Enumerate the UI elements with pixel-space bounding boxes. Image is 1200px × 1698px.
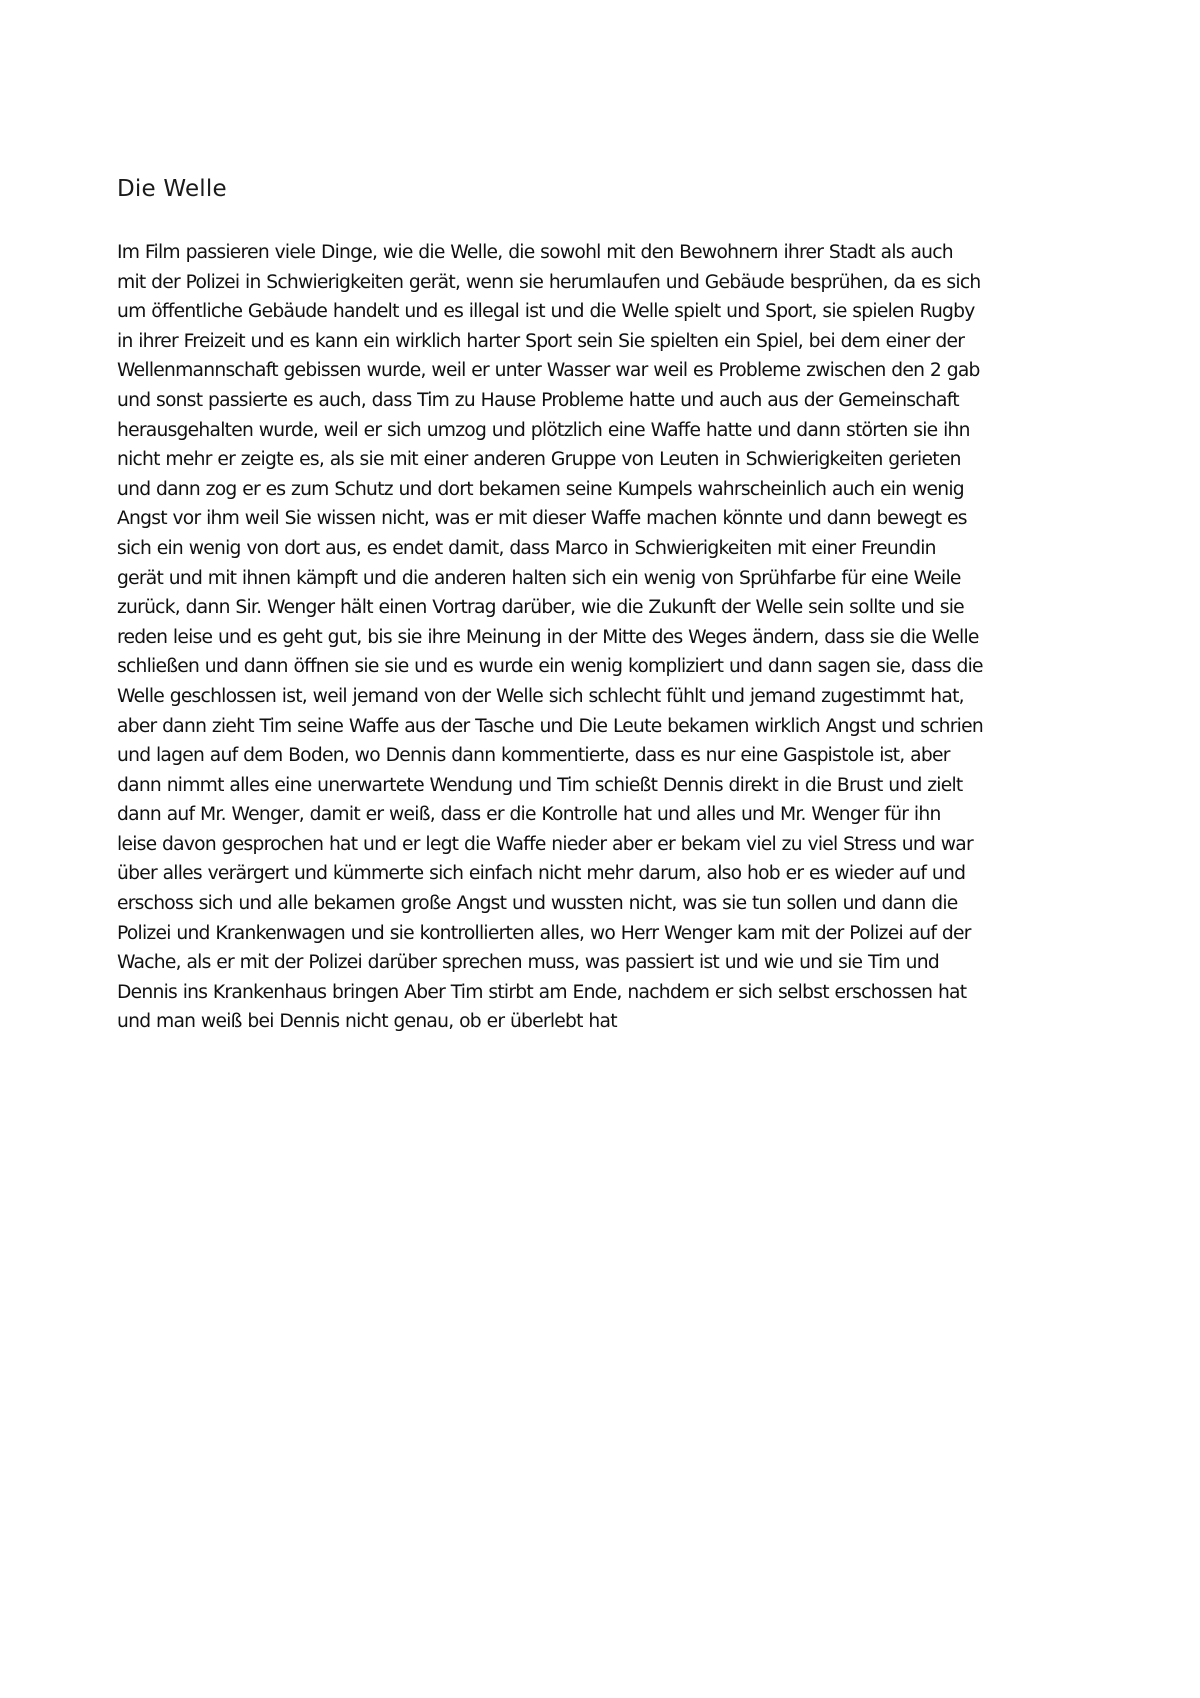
body-line: über alles verärgert und kümmerte sich einfach nicht mehr darum, also hob er es wieder auf und — [117, 863, 966, 885]
body-line: zurück, dann Sir. Wenger hält einen Vortrag darüber, wie die Zukunft der Welle sein sollte und sie — [117, 597, 964, 619]
body-line: dann nimmt alles eine unerwartete Wendung und Tim schießt Dennis direkt in die Brust und zielt — [117, 774, 963, 796]
body-line: und man weiß bei Dennis nicht genau, ob er überlebt hat — [117, 1011, 617, 1033]
body-line: in ihrer Freizeit und es kann ein wirklich harter Sport sein Sie spielten ein Spiel, bei dem einer der — [117, 330, 965, 352]
document-title: Die Welle — [117, 176, 227, 202]
body-line: gerät und mit ihnen kämpft und die anderen halten sich ein wenig von Sprühfarbe für eine Weile — [117, 567, 961, 589]
body-line: Dennis ins Krankenhaus bringen Aber Tim stirbt am Ende, nachdem er sich selbst erschossen hat — [117, 981, 967, 1003]
body-line: Wellenmannschaft gebissen wurde, weil er unter Wasser war weil es Probleme zwischen den 2 gab — [117, 360, 980, 382]
body-line: mit der Polizei in Schwierigkeiten gerät, wenn sie herumlaufen und Gebäude besprühen, da es sich — [117, 271, 981, 293]
body-line: dann auf Mr. Wenger, damit er weiß, dass er die Kontrolle hat und alles und Mr. Wenger für ihn — [117, 804, 941, 826]
body-line: erschoss sich und alle bekamen große Angst und wussten nicht, was sie tun sollen und dann die — [117, 893, 958, 915]
body-line: leise davon gesprochen hat und er legt die Waffe nieder aber er bekam viel zu viel Stress und war — [117, 833, 973, 855]
body-line: aber dann zieht Tim seine Waffe aus der Tasche und Die Leute bekamen wirklich Angst und schrien — [117, 715, 983, 737]
body-line: und lagen auf dem Boden, wo Dennis dann kommentierte, dass es nur eine Gaspistole ist, aber — [117, 745, 950, 767]
body-line: und sonst passierte es auch, dass Tim zu Hause Probleme hatte und auch aus der Gemeinschaft — [117, 389, 959, 411]
document-body — [117, 238, 1107, 1037]
body-line: Welle geschlossen ist, weil jemand von der Welle sich schlecht fühlt und jemand zugestimmt hat, — [117, 685, 964, 707]
body-line: herausgehalten wurde, weil er sich umzog und plötzlich eine Waffe hatte und dann störten sie ihn — [117, 419, 970, 441]
body-line: Angst vor ihm weil Sie wissen nicht, was er mit dieser Waffe machen könnte und dann bewegt es — [117, 508, 967, 530]
body-line: Polizei und Krankenwagen und sie kontrollierten alles, wo Herr Wenger kam mit der Polizei auf der — [117, 922, 971, 944]
body-line: um öffentliche Gebäude handelt und es illegal ist und die Welle spielt und Sport, sie spielen Rugby — [117, 301, 975, 323]
body-line: nicht mehr er zeigte es, als sie mit einer anderen Gruppe von Leuten in Schwierigkeiten gerieten — [117, 449, 961, 471]
body-line: reden leise und es geht gut, bis sie ihre Meinung in der Mitte des Weges ändern, dass sie die Welle — [117, 626, 979, 648]
body-line: und dann zog er es zum Schutz und dort bekamen seine Kumpels wahrscheinlich auch ein wenig — [117, 478, 964, 500]
body-line: Im Film passieren viele Dinge, wie die Welle, die sowohl mit den Bewohnern ihrer Stadt als auch — [117, 242, 953, 263]
body-line: schließen und dann öffnen sie sie und es wurde ein wenig kompliziert und dann sagen sie, dass die — [117, 656, 983, 678]
body-line: Wache, als er mit der Polizei darüber sprechen muss, was passiert ist und wie und sie Tim und — [117, 952, 939, 974]
body-line: sich ein wenig von dort aus, es endet damit, dass Marco in Schwierigkeiten mit einer Freundin — [117, 537, 936, 559]
